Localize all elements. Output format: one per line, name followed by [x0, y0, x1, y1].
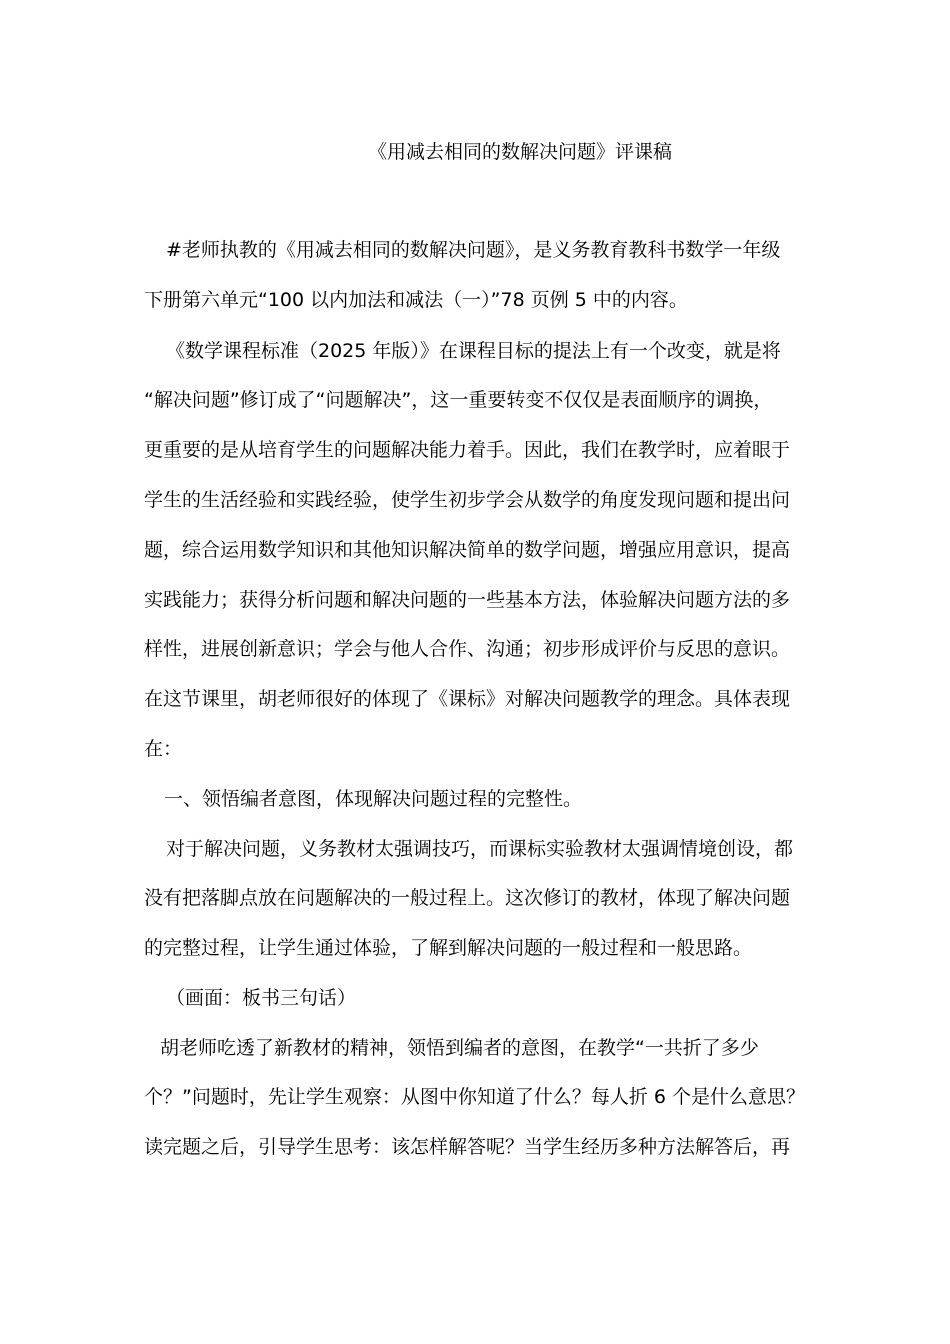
paragraph-line-12: 对于解决问题，义务教材太强调技巧，而课标实验教材太强调情境创设，都: [166, 838, 794, 860]
paragraph-line-14: 的完整过程，让学生通过体验，了解到解决问题的一般过程和一般思路。: [144, 937, 753, 959]
paragraph-line-11: 在：: [144, 738, 183, 760]
paragraph-line-2: 下册第六单元“100 以内加法和减法（一）”78 页例 5 中的内容。: [144, 289, 688, 311]
paragraph-line-16: 胡老师吃透了新教材的精神，领悟到编者的意图，在教学“一共折了多少: [160, 1037, 759, 1059]
document-title: 《用减去相同的数解决问题》评课稿: [367, 141, 672, 163]
paragraph-line-13: 没有把落脚点放在问题解决的一般过程上。这次修订的教材，体现了解决问题: [144, 887, 791, 909]
paragraph-line-10: 在这节课里，胡老师很好的体现了《课标》对解决问题教学的理念。具体表现: [144, 688, 791, 710]
paragraph-line-5: 更重要的是从培育学生的问题解决能力着手。因此，我们在教学时，应着眼于: [144, 439, 791, 461]
paragraph-line-17: 个？”问题时，先让学生观察：从图中你知道了什么？每人折 6 个是什么意思？: [144, 1086, 806, 1108]
paragraph-line-18: 读完题之后，引导学生思考：该怎样解答呢？当学生经历多种方法解答后，再: [144, 1136, 791, 1158]
section-heading-1: 一、领悟编者意图，体现解决问题过程的完整性。: [164, 788, 583, 810]
paragraph-line-15: （画面：板书三句话）: [166, 987, 357, 1009]
paragraph-line-4: “解决问题”修订成了“问题解决”，这一重要转变不仅仅是表面顺序的调换，: [144, 389, 773, 411]
paragraph-line-7: 题，综合运用数学知识和其他知识解决简单的数学问题，增强应用意识，提高: [144, 539, 791, 561]
paragraph-line-8: 实践能力；获得分析问题和解决问题的一些基本方法，体验解决问题方法的多: [144, 589, 791, 611]
paragraph-line-1: #老师执教的《用减去相同的数解决问题》，是义务教育教科书数学一年级: [166, 239, 781, 261]
paragraph-line-3: 《数学课程标准（2025 年版）》在课程目标的提法上有一个改变，就是将: [166, 340, 781, 362]
paragraph-line-6: 学生的生活经验和实践经验，使学生初步学会从数学的角度发现问题和提出问: [144, 489, 791, 511]
paragraph-line-9: 样性，进展创新意识；学会与他人合作、沟通；初步形成评价与反思的意识。: [144, 638, 791, 660]
